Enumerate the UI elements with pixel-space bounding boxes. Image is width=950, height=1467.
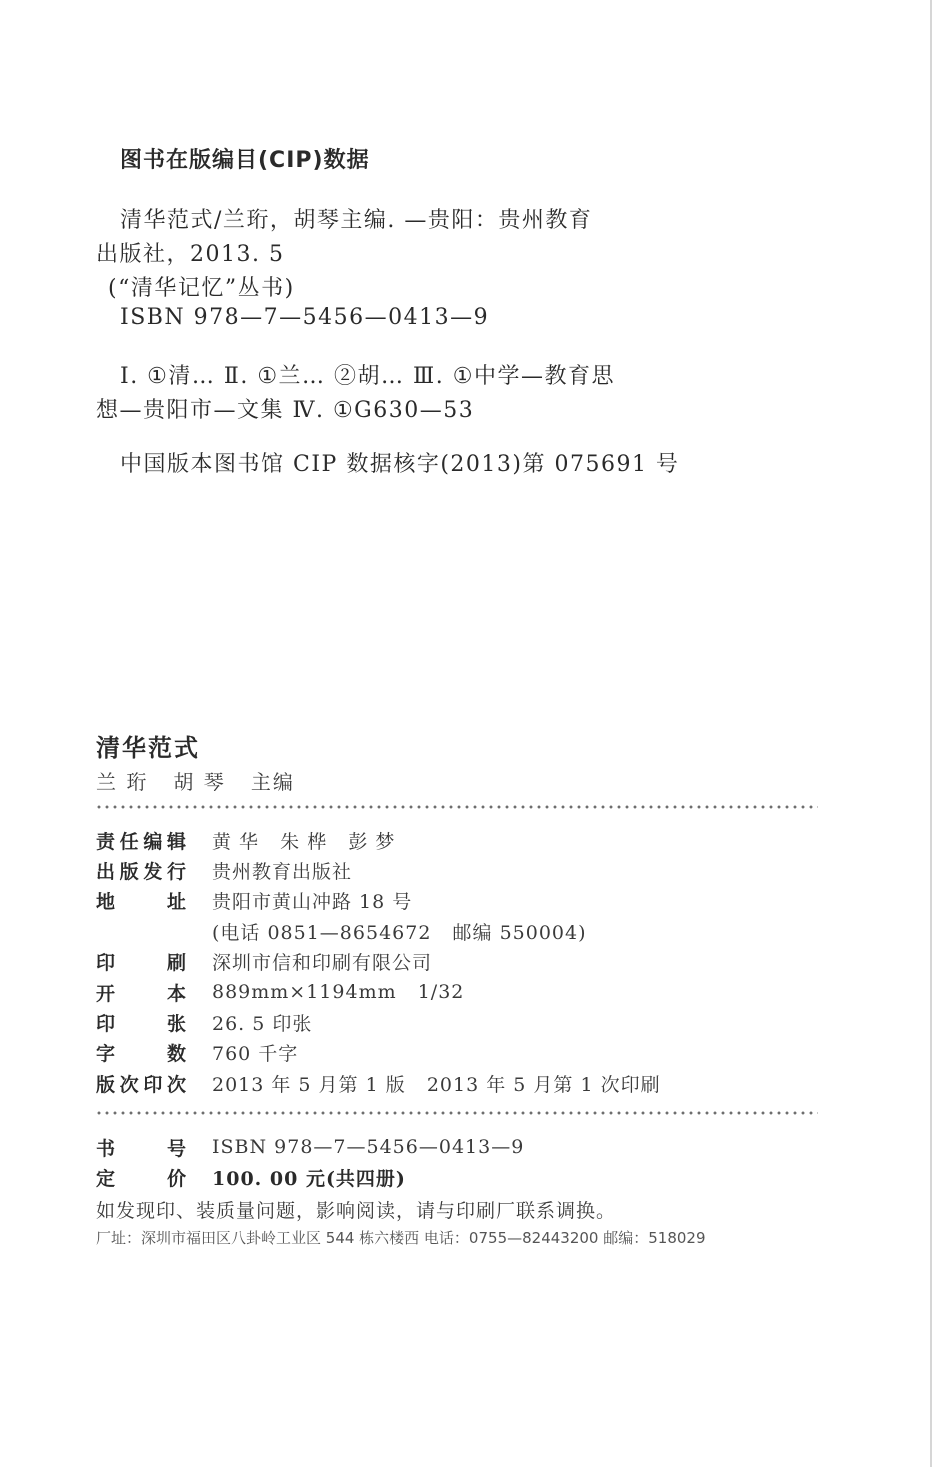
- detail-row: [96, 825, 395, 855]
- cip-series: (“清华记忆”丛书): [108, 276, 295, 301]
- detail-label: 地 址: [96, 891, 186, 914]
- detail-value: (电话 0851—8654672 邮编 550004): [212, 921, 587, 944]
- detail-label: 出 版 发 行: [96, 860, 186, 883]
- detail-value: 889mm×1194mm 1/32: [212, 981, 465, 1003]
- cip-description-line-2: 出版社，2013. 5: [96, 242, 285, 267]
- detail-value: 黄 华 朱 桦 彭 梦: [212, 830, 396, 853]
- quality-notice: 如发现印、装质量问题，影响阅读，请与印刷厂联系调换。: [96, 1200, 617, 1222]
- cip-record-number: 中国版本图书馆 CIP 数据核字(2013)第 075691 号: [120, 452, 680, 477]
- wavy-divider-top: [96, 802, 818, 812]
- detail-label: 印 张: [96, 1012, 186, 1035]
- cip-subject-line-2: 想—贵阳市—文集 Ⅳ. ①G630—53: [96, 398, 475, 423]
- pricing-row: [96, 1132, 524, 1162]
- detail-label: 印 刷: [96, 952, 186, 975]
- detail-label: 字 数: [96, 1043, 186, 1066]
- detail-value: 贵州教育出版社: [212, 860, 353, 883]
- cip-isbn: ISBN 978—7—5456—0413—9: [120, 305, 490, 330]
- detail-value: 760 千字: [212, 1043, 299, 1066]
- detail-row: [96, 1038, 298, 1068]
- detail-row: [96, 855, 352, 885]
- detail-value: 2013 年 5 月第 1 版 2013 年 5 月第 1 次印刷: [212, 1073, 661, 1096]
- cip-heading: 图书在版编目(CIP)数据: [120, 148, 370, 173]
- detail-value: 26. 5 印张: [212, 1012, 313, 1035]
- pricing-label: 定 价: [96, 1167, 186, 1190]
- wavy-divider-bottom: [96, 1108, 818, 1118]
- factory-info: 厂址：深圳市福田区八卦岭工业区 544 栋六楼西 电话：0755—82443200 邮编：518029: [96, 1229, 706, 1247]
- detail-row: [96, 1007, 312, 1037]
- detail-label: 责 任 编 辑: [96, 830, 186, 853]
- detail-value: 贵阳市黄山冲路 18 号: [212, 891, 413, 914]
- book-title: 清华范式: [96, 734, 200, 762]
- detail-row: [96, 886, 412, 916]
- pricing-value: ISBN 978—7—5456—0413—9: [212, 1136, 525, 1158]
- detail-row: [96, 947, 432, 977]
- cip-subject-line-1: Ⅰ. ①清… Ⅱ. ①兰… ②胡… Ⅲ. ①中学—教育思: [120, 364, 615, 389]
- book-editors: 兰 珩 胡 琴 主编: [96, 770, 295, 794]
- detail-row: [96, 1068, 661, 1098]
- detail-value: 深圳市信和印刷有限公司: [212, 952, 433, 975]
- pricing-value: 100. 00 元(共四册): [212, 1167, 406, 1190]
- detail-label: 版 次 印 次: [96, 1073, 186, 1096]
- detail-row: [96, 916, 587, 946]
- pricing-row: [96, 1162, 406, 1192]
- detail-row: [96, 977, 464, 1007]
- pricing-label: 书 号: [96, 1137, 186, 1160]
- detail-label: 开 本: [96, 982, 186, 1005]
- page-edge-line: [930, 0, 932, 1467]
- cip-description-line-1: 清华范式/兰珩，胡琴主编. —贵阳：贵州教育: [120, 208, 593, 233]
